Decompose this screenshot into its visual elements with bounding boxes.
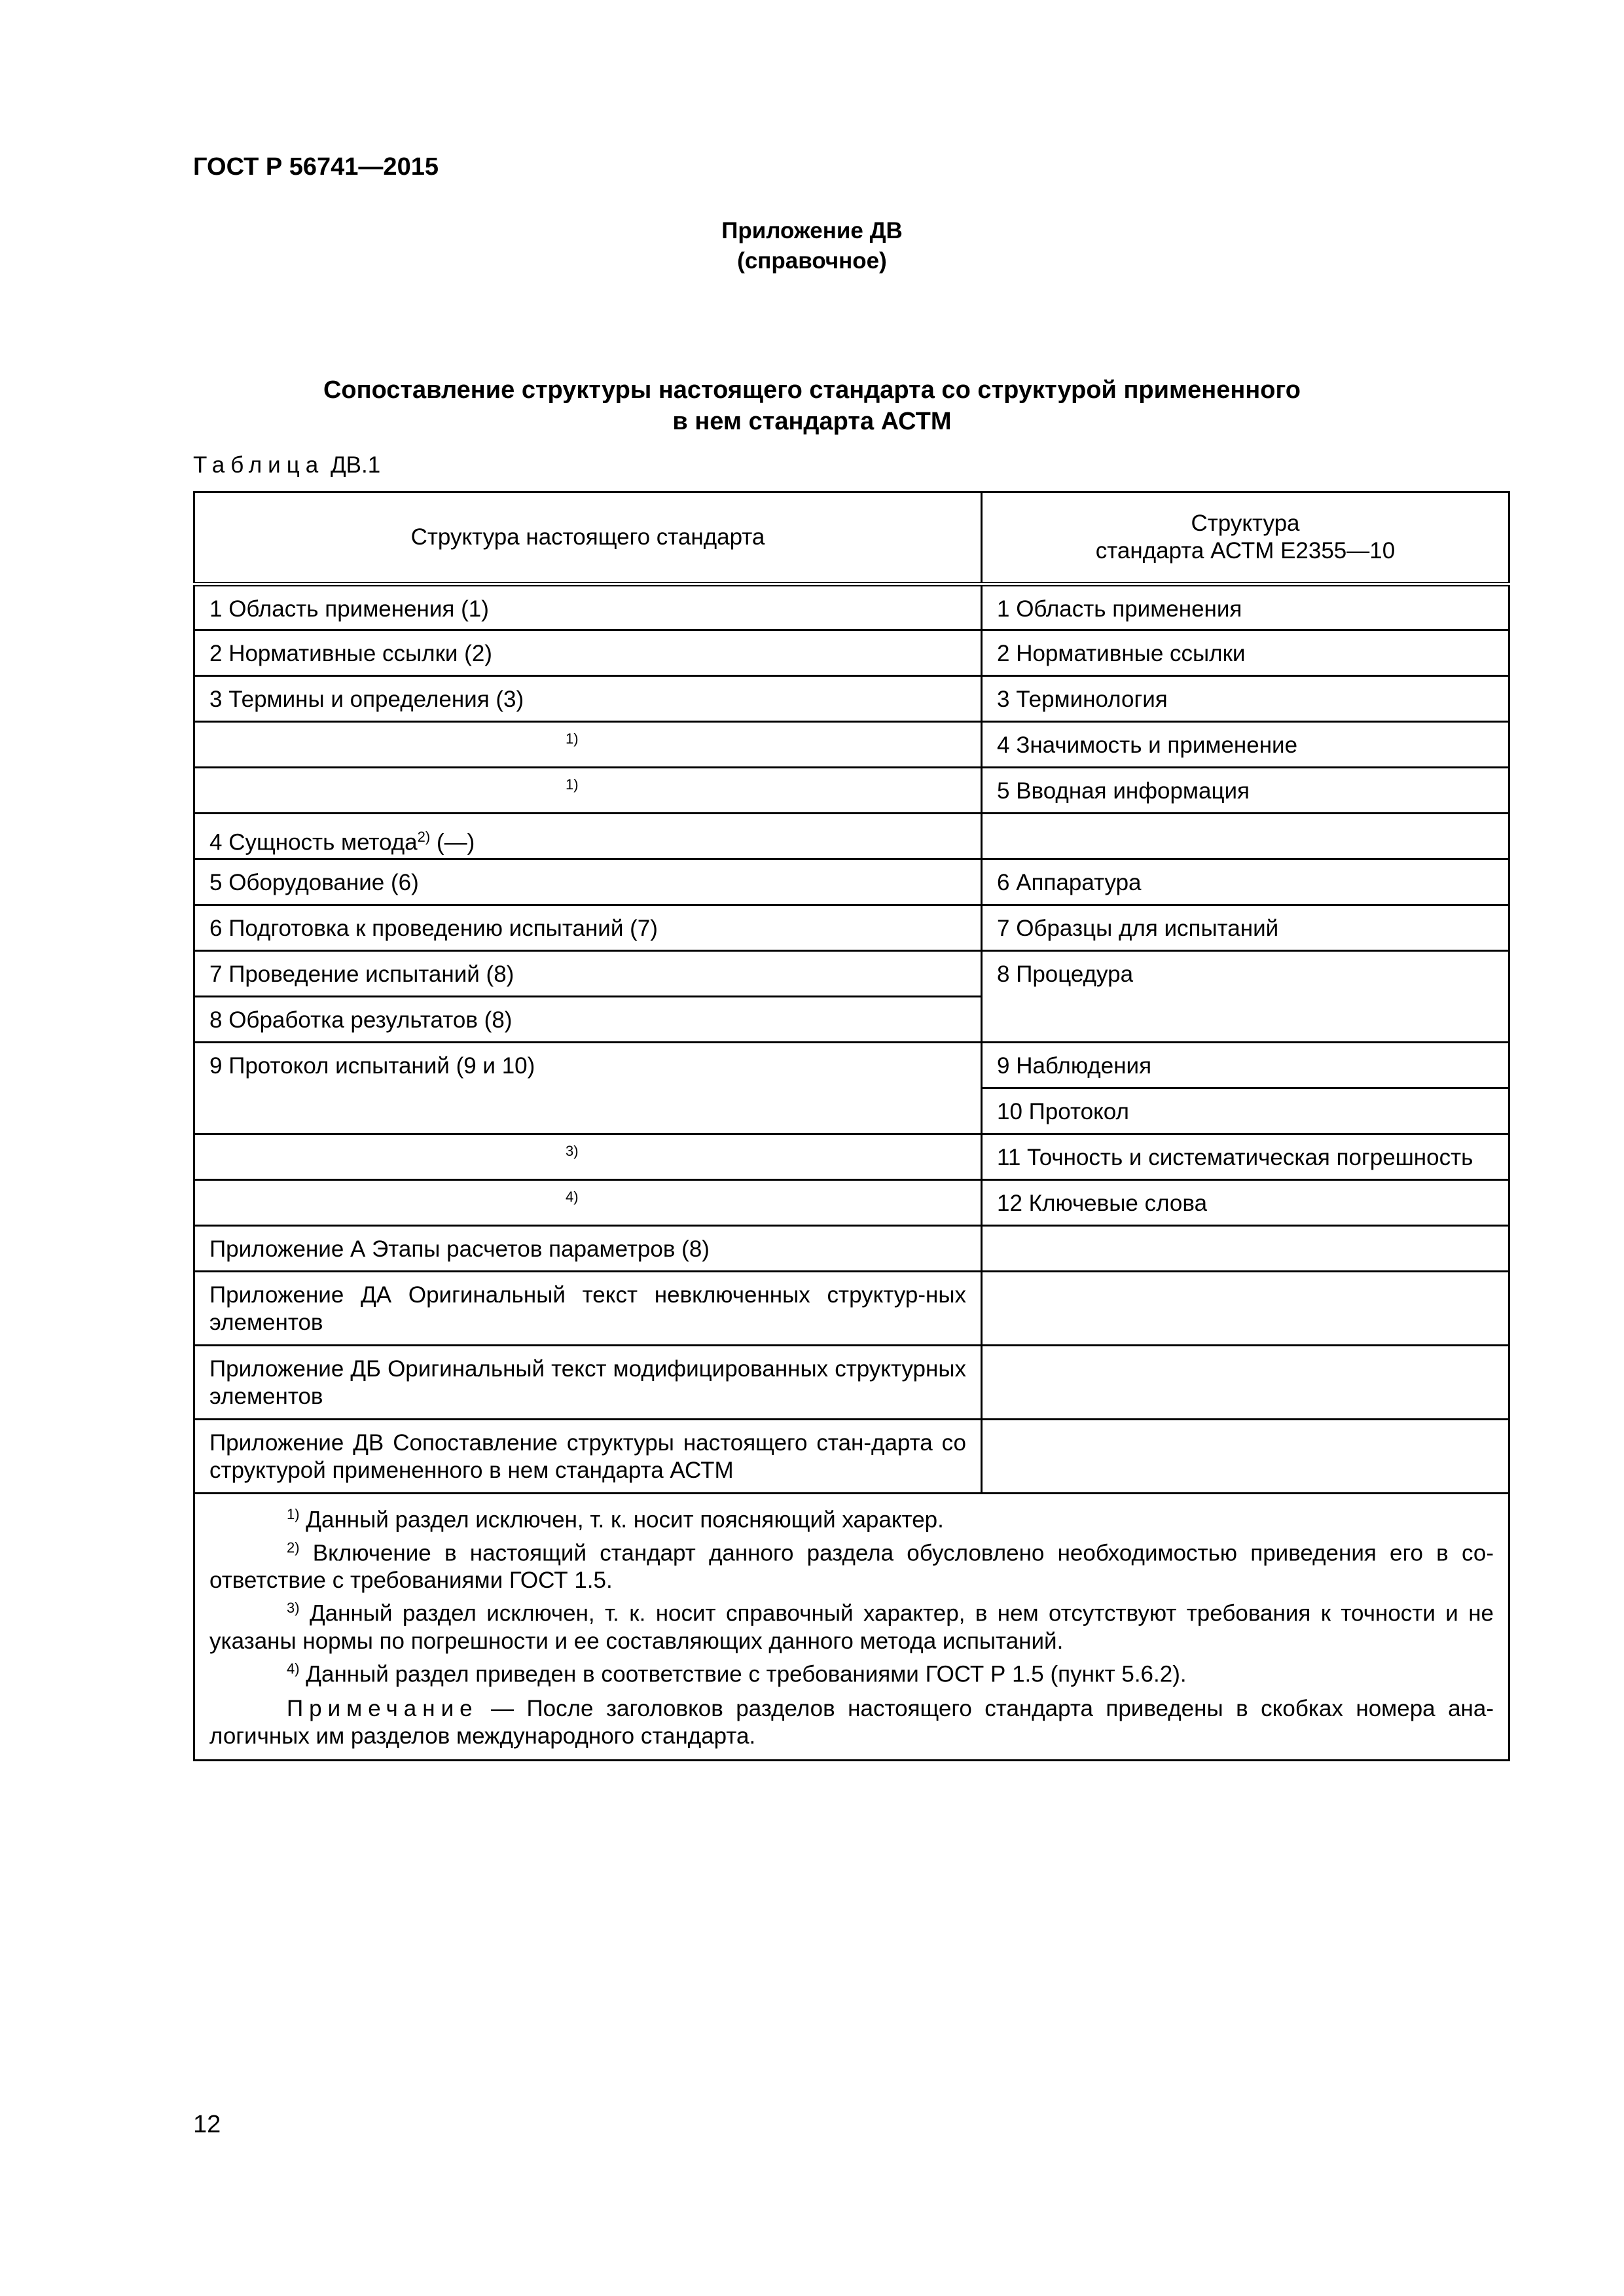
table-cell-right <box>982 814 1509 859</box>
footnote-mark: 2) <box>287 1539 300 1556</box>
table-cell-left: 2 Нормативные ссылки (2) <box>194 630 982 676</box>
table-cell-right: 11 Точность и систематическая погрешность <box>982 1134 1509 1180</box>
footnote-text: Включение в настоящий стандарт данного раздела обусловлено необходимостью приведения его в со-ответствие с требованиями ГОСТ 1.5. <box>209 1540 1494 1594</box>
table-cell-right: 4 Значимость и применение <box>982 722 1509 768</box>
col1-header: Структура настоящего стандарта <box>194 492 982 584</box>
note-text: — После заголовков разделов настоящего стандарта приведены в скобках номера ана-логичных им разделов международного стандарта. <box>209 1695 1494 1749</box>
table-header-row <box>194 492 1509 584</box>
footnote-mark: 1) <box>566 776 579 793</box>
table-footnotes <box>194 1494 1509 1761</box>
table-footnotes-row <box>194 1494 1509 1761</box>
table-cell-left: Приложение А Этапы расчетов параметров (8) <box>194 1226 982 1272</box>
table-cell-right: 12 Ключевые слова <box>982 1180 1509 1226</box>
table-cell-right <box>982 1420 1509 1494</box>
footnote-mark: 3) <box>287 1600 300 1617</box>
table-caption-prefix: Таблица <box>193 452 325 478</box>
table-cell-left <box>194 768 982 814</box>
table-cell-right: 6 Аппаратура <box>982 859 1509 905</box>
table-row <box>194 814 1509 859</box>
col2-header <box>982 492 1509 584</box>
col2-header-line2: стандарта АСТМ Е2355—10 <box>1095 538 1396 564</box>
table-cell-right: 10 Протокол <box>982 1088 1509 1134</box>
note-label: Примечание <box>287 1695 478 1721</box>
table-cell-left: 8 Обработка результатов (8) <box>194 997 982 1043</box>
table-row <box>194 630 1509 676</box>
table-cell-right: 1 Область применения <box>982 584 1509 630</box>
table-cell-left: 9 Протокол испытаний (9 и 10) <box>194 1043 982 1134</box>
cell-text-tail: (—) <box>430 829 475 855</box>
table-row <box>194 1346 1509 1420</box>
footnote-4 <box>209 1655 1494 1689</box>
table-row <box>194 584 1509 630</box>
table-cell-right: 2 Нормативные ссылки <box>982 630 1509 676</box>
table-row <box>194 722 1509 768</box>
cell-text: 4 Сущность метода <box>209 829 418 855</box>
table-cell-left: Приложение ДА Оригинальный текст невключенных структур-ных элементов <box>194 1272 982 1346</box>
annex-status: (справочное) <box>737 248 887 274</box>
col2-header-line1: Структура <box>1191 511 1300 536</box>
table-caption-number: ДВ.1 <box>330 452 381 478</box>
table-row <box>194 676 1509 722</box>
table-row <box>194 1272 1509 1346</box>
table-cell-right <box>982 1272 1509 1346</box>
table-cell-right <box>982 1346 1509 1420</box>
table-cell-left <box>194 722 982 768</box>
document-header: ГОСТ Р 56741—2015 <box>193 153 439 181</box>
table-row <box>194 951 1509 997</box>
table-row <box>194 1043 1509 1088</box>
table-cell-left: Приложение ДБ Оригинальный текст модифицированных структурных элементов <box>194 1346 982 1420</box>
table-row <box>194 1420 1509 1494</box>
table-cell-left <box>194 1180 982 1226</box>
table-row <box>194 1134 1509 1180</box>
footnote-text: Данный раздел приведен в соответствие с требованиями ГОСТ Р 1.5 (пункт 5.6.2). <box>299 1661 1187 1687</box>
annex-title-line1: Сопоставление структуры настоящего стандарта со структурой примененного <box>323 376 1301 404</box>
footnote-mark: 1) <box>566 730 579 747</box>
table-cell-left: 7 Проведение испытаний (8) <box>194 951 982 997</box>
table-row <box>194 1180 1509 1226</box>
table-note <box>209 1695 1494 1750</box>
footnote-1 <box>209 1501 1494 1534</box>
footnote-text: Данный раздел исключен, т. к. носит поясняющий характер. <box>299 1507 944 1533</box>
annex-title-line2: в нем стандарта АСТМ <box>672 408 952 435</box>
page-number: 12 <box>193 2111 221 2138</box>
footnote-mark: 4) <box>566 1189 579 1205</box>
table-cell-left: 1 Область применения (1) <box>194 584 982 630</box>
footnote-mark: 4) <box>287 1660 300 1677</box>
table-caption <box>193 452 380 478</box>
table-cell-right: 8 Процедура <box>982 951 1509 1043</box>
table-cell-left: 5 Оборудование (6) <box>194 859 982 905</box>
table-row <box>194 768 1509 814</box>
table-cell-right: 5 Вводная информация <box>982 768 1509 814</box>
annex-label: Приложение ДВ <box>721 218 903 243</box>
table-cell-left: 6 Подготовка к проведению испытаний (7) <box>194 905 982 951</box>
table-cell-left <box>194 1134 982 1180</box>
table-cell-right: 7 Образцы для испытаний <box>982 905 1509 951</box>
table-cell-right <box>982 1226 1509 1272</box>
footnote-3 <box>209 1594 1494 1655</box>
table-cell-left <box>194 814 982 859</box>
footnote-mark: 3) <box>566 1143 579 1159</box>
table-row <box>194 1226 1509 1272</box>
footnote-mark: 2) <box>417 829 431 845</box>
structure-comparison-table <box>193 491 1510 1761</box>
footnote-mark: 1) <box>287 1506 300 1522</box>
footnote-2 <box>209 1534 1494 1595</box>
table-cell-left: Приложение ДВ Сопоставление структуры настоящего стан-дарта со структурой примененного в нем стандарта АСТМ <box>194 1420 982 1494</box>
table-cell-right: 3 Терминология <box>982 676 1509 722</box>
footnote-text: Данный раздел исключен, т. к. носит справочный характер, в нем отсутствуют требования к точности и не указаны нормы по погрешности и ее составляющих данного метода испытаний. <box>209 1600 1494 1654</box>
table-cell-left: 3 Термины и определения (3) <box>194 676 982 722</box>
table-cell-right: 9 Наблюдения <box>982 1043 1509 1088</box>
table-row <box>194 859 1509 905</box>
table-row <box>194 905 1509 951</box>
